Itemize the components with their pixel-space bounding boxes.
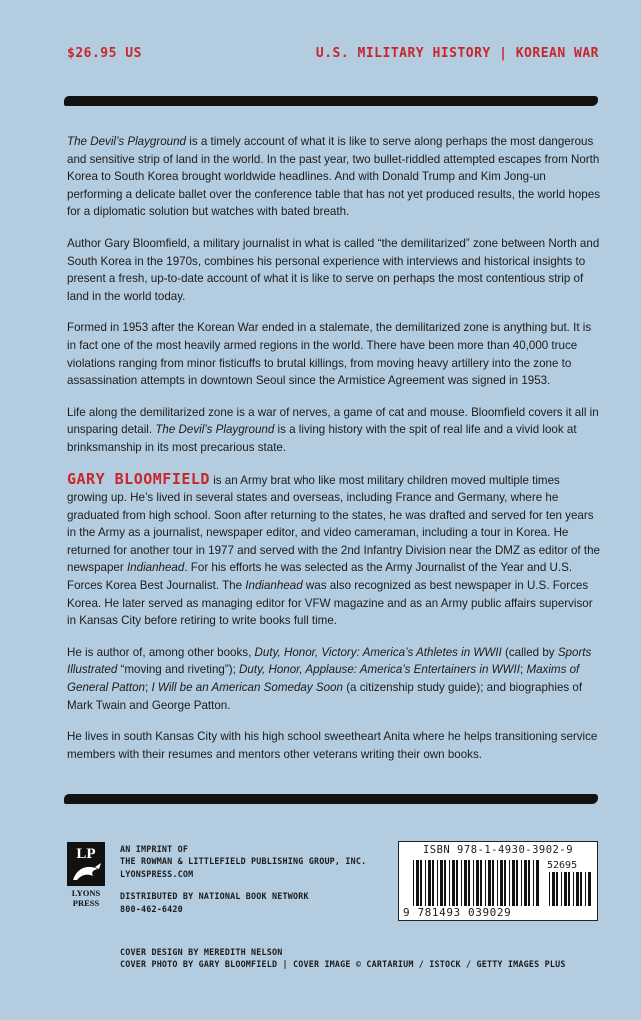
author-bio: GARY BLOOMFIELD is an Army brat who like most military children moved multiple times growing up. He’s lived in several states and overseas, including France and Germany, where he graduated from high school. Soon after returning to the states, he was drafted and served for ten years in the Army as a journalist, newspaper editor, and video cameraman, including a tour in Korea. He returned for another tour in 1977 and served with the 2nd Infantry Division near the DMZ as editor of the newspaper Indianhead. For his efforts he was selected as the Army Journalist of the Year and U.S. Forces Korea Best Journalist. The Indianhead was also recognized as best newspaper in U.S. Forces Korea. He later served as managing editor for VFW magazine and as an Army public affairs supervisor in Kansas City before retiring to write books full time. bbox=[67, 469, 600, 628]
paragraph-summary: Life along the demilitarized zone is a war of nerves, a game of cat and mouse. Bloomfield covers it all in unsparing detail. The Devil’s Playground is a living history with the spit of real life and a vivid look at brinksmanship in its most precarious state. bbox=[67, 405, 599, 454]
author-books: He is author of, among other books, Duty, Honor, Victory: America’s Athletes in WWII (called by Sports Illustrated “moving and riveting”); Duty, Honor, Applause: America’s Entertainers in WWII; Maxims of General Patton; I Will be an American Someday Soon (a citizenship study guide); and biographies of Mark Twain and George Patton. bbox=[67, 645, 592, 712]
logo-letters: LP bbox=[76, 846, 96, 862]
top-divider bbox=[64, 96, 598, 106]
category-label: U.S. MILITARY HISTORY | KOREAN WAR bbox=[315, 46, 599, 61]
publisher-name: THE ROWMAN & LITTLEFIELD PUBLISHING GROUP, INC. bbox=[120, 856, 367, 867]
lyons-press-logo bbox=[67, 842, 105, 908]
price-label: $26.95 US bbox=[67, 46, 142, 61]
publisher-info bbox=[120, 843, 366, 915]
ean-barcode-bars bbox=[413, 860, 541, 906]
bottom-divider bbox=[64, 794, 598, 804]
book-title: The Devil’s Playground bbox=[67, 135, 187, 148]
paragraph-author-intro: Author Gary Bloomfield, a military journalist in what is called “the demilitarized” zone between North and South Korea in the 1970s, combines his personal experience with interviews and historical insights to present a fresh, up-to-date account of what it is like to serve on perhaps the most contentious strip of land in the world today. bbox=[67, 236, 600, 303]
isbn-barcode bbox=[398, 841, 598, 921]
logo-name-1: LYONS bbox=[71, 888, 101, 898]
ean-number: 9 781493 039029 bbox=[403, 906, 512, 919]
book-description bbox=[67, 133, 600, 777]
author-name: GARY BLOOMFIELD bbox=[67, 469, 210, 488]
paragraph-history: Formed in 1953 after the Korean War ended in a stalemate, the demilitarized zone is anything but. It is in fact one of the most heavily armed regions in the world. There have been more than 40,000 truce violations ranging from minor fisticuffs to brutal killings, from moving heavy artillery into the zone to assassination attempts in downtown Seoul since the Armistice Agreement was signed in 1953. bbox=[67, 321, 592, 388]
author-residence: He lives in south Kansas City with his high school sweetheart Anita where he helps transitioning service members with their resumes and mentors other veterans writing their own books. bbox=[67, 730, 598, 761]
distributor: DISTRIBUTED BY NATIONAL BOOK NETWORK bbox=[120, 891, 309, 902]
logo-name-2: PRESS bbox=[72, 898, 100, 908]
cover-credits bbox=[120, 946, 566, 971]
cover-design-credit: COVER DESIGN BY MEREDITH NELSON bbox=[120, 947, 283, 957]
price-code: 52695 bbox=[547, 860, 578, 871]
isbn-label: ISBN 978-1-4930-3902-9 bbox=[422, 844, 574, 856]
imprint-line: AN IMPRINT OF bbox=[120, 844, 189, 854]
publisher-website: LYONSPRESS.COM bbox=[120, 868, 194, 879]
distributor-phone: 800-462-6420 bbox=[120, 903, 183, 914]
paragraph-intro: The Devil’s Playground is a timely account of what it is like to serve along perhaps the most dangerous and sensitive strip of land in the world. In the past year, two bullet-riddled attempted escapes from North Korea to South Korea brought worldwide headlines. And with Donald Trump and Kim Jong-un performing a delicate ballet over the conference table that has not yet produced results, the world hopes for a diplomatic solution but watches with bated breath. bbox=[67, 135, 600, 219]
cover-photo-credit: COVER PHOTO BY GARY BLOOMFIELD | COVER IMAGE © CARTARIUM / ISTOCK / GETTY IMAGES PLUS bbox=[120, 959, 566, 970]
addon-barcode-bars bbox=[549, 872, 593, 906]
